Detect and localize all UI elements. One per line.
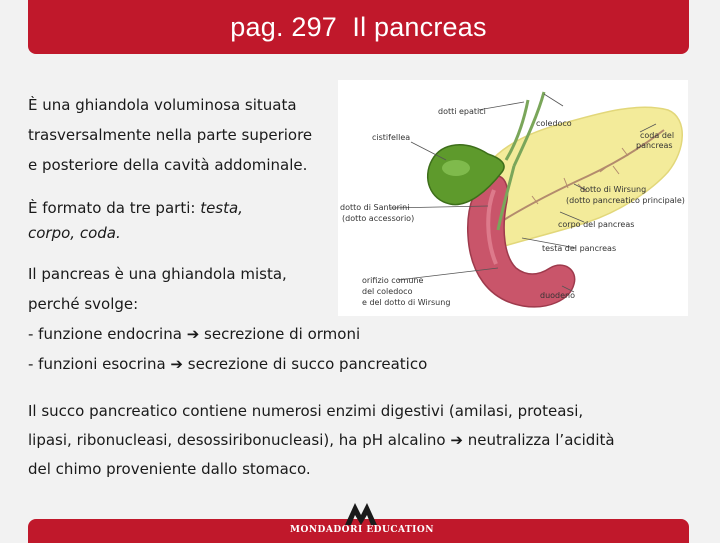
function-endocrine-label: - funzione endocrina (28, 325, 187, 343)
juice-line-1 (28, 396, 583, 426)
parts-line-2 (28, 218, 121, 248)
label-corpo: corpo del pancreas (558, 220, 635, 229)
juice-line-2 (28, 425, 615, 455)
juice-pre: Il (28, 402, 42, 420)
footer-brand: MONDADORI EDUCATION (290, 525, 434, 535)
label-cistifellea: cistifellea (372, 133, 411, 142)
label-coda-1: coda del (640, 131, 675, 140)
juice-line-2a: lipasi, ribonucleasi, desossiribonucleasi), ha pH alcalino (28, 431, 451, 449)
juice-term: succo pancreatico (41, 402, 178, 420)
label-testa: testa del pancreas (542, 244, 617, 253)
function-exocrine (28, 349, 427, 379)
label-dotti-epatici: dotti epatici (438, 107, 486, 116)
parts-prefix: È formato da tre parti: (28, 199, 201, 217)
arrow-right-icon: ➔ (170, 355, 183, 373)
label-santorini-2: (dotto accessorio) (342, 214, 415, 223)
function-exocrine-result: secrezione di succo pancreatico (182, 355, 428, 373)
arrow-right-icon: ➔ (186, 325, 200, 343)
label-wirsung-2: (dotto pancreatico principale) (566, 196, 685, 205)
label-orifizio-1: orifizio comune (362, 276, 424, 285)
arrow-right-icon: ➔ (450, 431, 463, 449)
juice-post: contiene numerosi enzimi digestivi (amilasi, proteasi, (177, 402, 584, 420)
parts-testa: testa, (200, 199, 243, 217)
function-exocrine-label: - funzioni esocrina (28, 355, 171, 373)
label-orifizio-3: e del dotto di Wirsung (362, 298, 451, 307)
label-coda-2: pancreas (636, 141, 673, 150)
intro-line-2: trasversalmente nella parte superiore (28, 126, 313, 144)
mondadori-logo-icon (341, 499, 381, 525)
parts-corpo-coda: corpo, coda. (28, 224, 121, 242)
function-endocrine (28, 319, 360, 349)
label-wirsung-1: dotto di Wirsung (580, 185, 647, 194)
intro-line-1: È una ghiandola voluminosa situata (28, 96, 297, 114)
intro-line-3: e posteriore della cavità addominale. (28, 156, 308, 174)
mixed-line-2: perché svolge: (28, 295, 139, 313)
label-coledoco: coledoco (536, 119, 572, 128)
label-santorini-1: dotto di Santorini (340, 203, 410, 212)
pancreas-illustration (338, 80, 688, 316)
label-orifizio-2: del coledoco (362, 287, 413, 296)
mixed-line-1: Il pancreas è una ghiandola mista, (28, 265, 287, 283)
function-endocrine-result: secrezione di ormoni (199, 325, 361, 343)
juice-line-2b: neutralizza l’acidità (462, 431, 615, 449)
juice-line-3: del chimo proveniente dallo stomaco. (28, 460, 311, 478)
page-title: pag. 297 Il pancreas (230, 11, 487, 42)
header-bar (28, 0, 689, 54)
label-duodeno: duodeno (540, 291, 576, 300)
